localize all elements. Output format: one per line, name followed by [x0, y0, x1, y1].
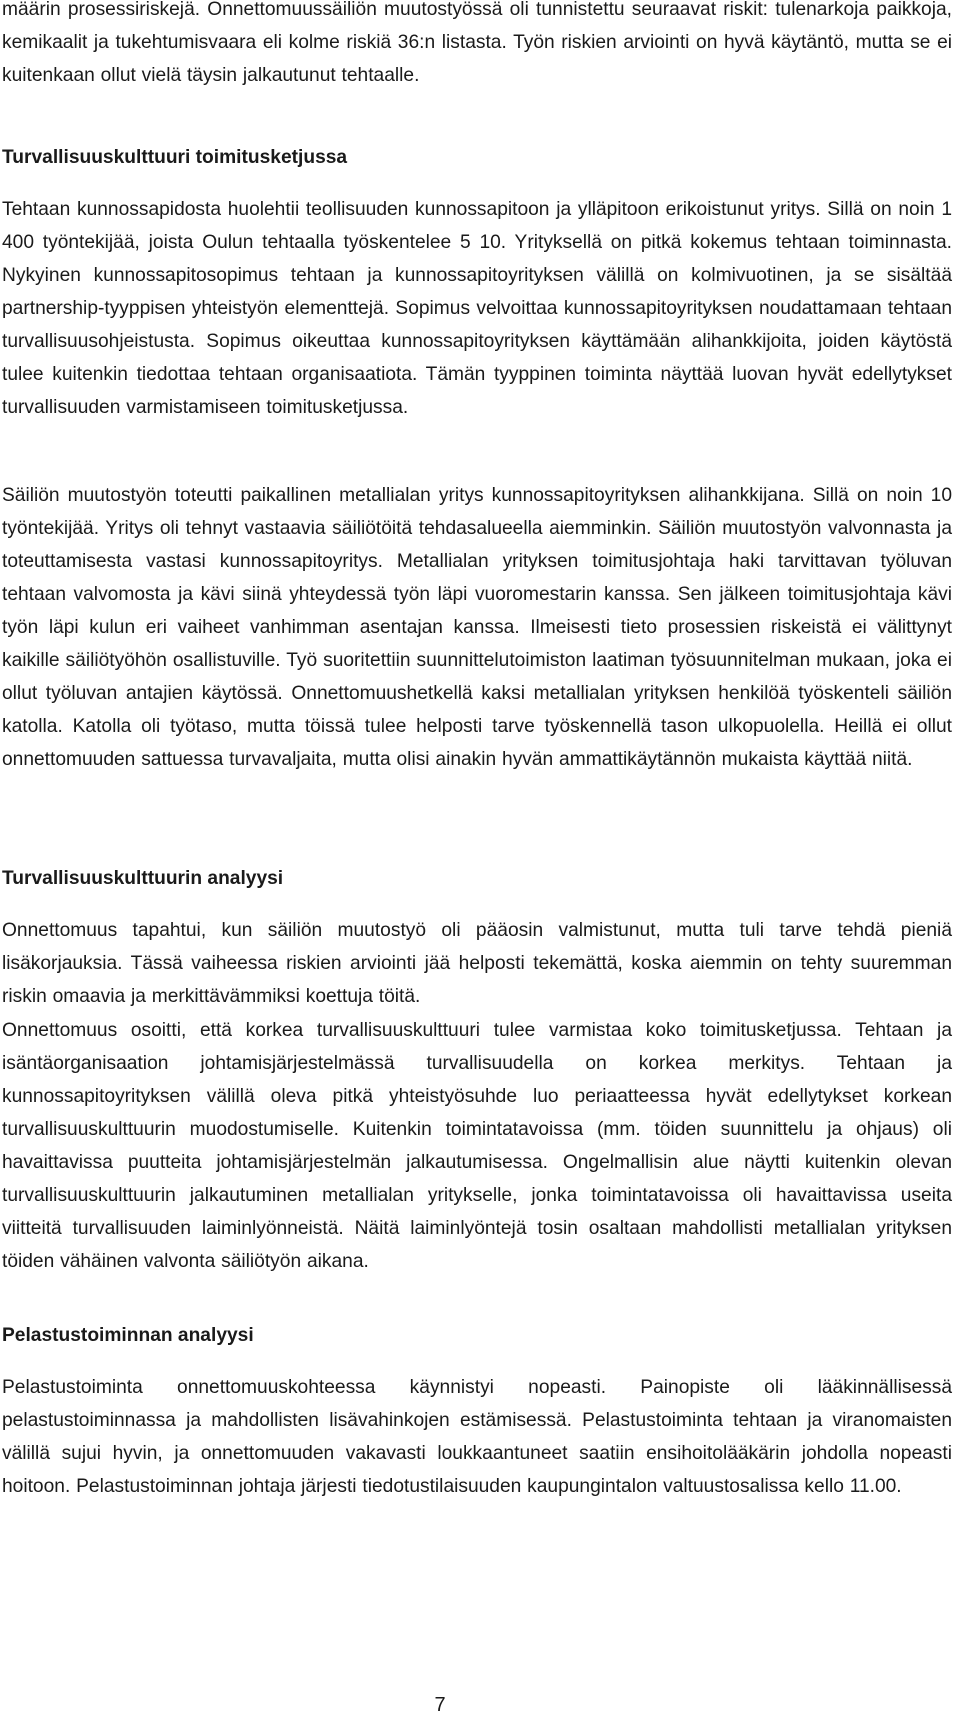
section-heading-culture-analysis: Turvallisuuskulttuurin analyysi — [2, 868, 284, 889]
paragraph-intro: määrin prosessiriskejä. Onnettomuussäiliön muutostyössä oli tunnistettu seuraavat riskit: tulenarkoja paikkoja, kemikaalit ja tukehtumisvaara eli kolme riskiä 36:n listasta. Työn riskien arviointi on hyvä käytäntö, mutta se ei kuitenkaan ollut vielä täysin jalkautunut tehtaalle. — [2, 0, 952, 86]
paragraph-accident-lessons: Onnettomuus osoitti, että korkea turvallisuuskulttuuri tulee varmistaa koko toimitusketjussa. Tehtaan ja isäntäorganisaation johtamisjärjestelmässä turvallisuudella on korkea merkitys. Tehtaan ja kunnossapitoyrityksen välillä oleva pitkä yhteistyösuhde luo periaatteessa hyvät edellytykset korkean turvallisuuskulttuurin muodostumiselle. Kuitenkin toimintatavoissa (mm. töiden suunnittelu ja ohjaus) oli havaittavissa puutteita johtamisjärjestelmän jalkautumisessa. Ongelmallisin alue näytti kuitenkin olevan turvallisuuskulttuurin jalkautuminen metallialan yritykselle, jonka toimintatavoissa oli havaittavissa useita viitteitä turvallisuuden laiminlyönneistä. Näitä laiminlyöntejä tosin osaltaan mahdollisti metallialan yrityksen töiden vähäinen valvonta säiliötyön aikana. — [2, 1020, 952, 1272]
section-heading-rescue-analysis: Pelastustoiminnan analyysi — [2, 1325, 254, 1346]
paragraph-maintenance-company: Tehtaan kunnossapidosta huolehtii teollisuuden kunnossapitoon ja ylläpitoon erikoistunut yritys. Sillä on noin 1 400 työntekijää, joista Oulun tehtaalla työskentelee 5 10. Yrityksellä on pitkä kokemus tehtaan toiminnasta. Nykyinen kunnossapitosopimus tehtaan ja kunnossapitoyrityksen välillä on kolmivuotinen, ja se sisältää partnership-tyyppisen yhteistyön elementtejä. Sopimus velvoittaa kunnossapitoyrityksen noudattamaan tehtaan turvallisuusohjeistusta. Sopimus oikeuttaa kunnossapitoyrityksen käyttämään alihankkijoita, joiden käytöstä tulee kuitenkin tiedottaa tehtaan organisaatiota. Tämän tyyppinen toiminta näyttää luovan hyvät edellytykset turvallisuuden varmistamiseen toimitusketjussa. — [2, 199, 952, 418]
page-number: 7 — [434, 1694, 446, 1716]
paragraph-subcontractor: Säiliön muutostyön toteutti paikallinen metallialan yritys kunnossapitoyrityksen alihankkijana. Sillä on noin 10 työntekijää. Yritys oli tehnyt vastaavia säiliötöitä tehdasalueella aiemminkin. Säiliön muutostyön valvonnasta ja toteuttamisesta vastasi kunnossapitoyritys. Metallialan yrityksen toimitusjohtaja haki tarvittavan työluvan tehtaan valvomosta ja kävi siinä yhteydessä työn läpi vuoromestarin kanssa. Sen jälkeen toimitusjohtaja kävi työn läpi kulun eri vaiheet vanhimman asentajan kanssa. Ilmeisesti tieto prosessien riskeistä ei välittynyt kaikille säiliötyöhön osallistuville. Työ suoritettiin suunnittelutoimiston laatiman työsuunnitelman mukaan, joka ei ollut työluvan antajien käytössä. Onnettomuushetkellä kaksi metallialan yrityksen henkilöä työskenteli säiliön katolla. Katolla oli työtaso, mutta töissä tulee helposti tarve työskennellä tason ulkopuolella. Heillä ei ollut onnettomuuden sattuessa turvavaljaita, mutta olisi ainakin hyvän ammattikäytännön mukaista käyttää niitä. — [2, 485, 952, 770]
paragraph-accident-timing: Onnettomuus tapahtui, kun säiliön muutostyö oli pääosin valmistunut, mutta tuli tarve tehdä pieniä lisäkorjauksia. Tässä vaiheessa riskien arviointi jää helposti tekemättä, koska aiemmin on tehty suuremman riskin omaavia ja merkittävämmiksi koettuja töitä. — [2, 920, 952, 1007]
paragraph-rescue-operation: Pelastustoiminta onnettomuuskohteessa käynnistyi nopeasti. Painopiste oli lääkinnällisessä pelastustoiminnassa ja mahdollisten lisävahinkojen estämisessä. Pelastustoiminta tehtaan ja viranomaisten välillä sujui hyvin, ja onnettomuuden vakavasti loukkaantuneet saatiin ensihoitolääkärin johdolla nopeasti hoitoon. Pelastustoiminnan johtaja järjesti tiedotustilaisuuden kaupungintalon valtuustosalissa kello 11.00. — [2, 1377, 952, 1497]
section-heading-supply-chain: Turvallisuuskulttuuri toimitusketjussa — [2, 147, 348, 168]
